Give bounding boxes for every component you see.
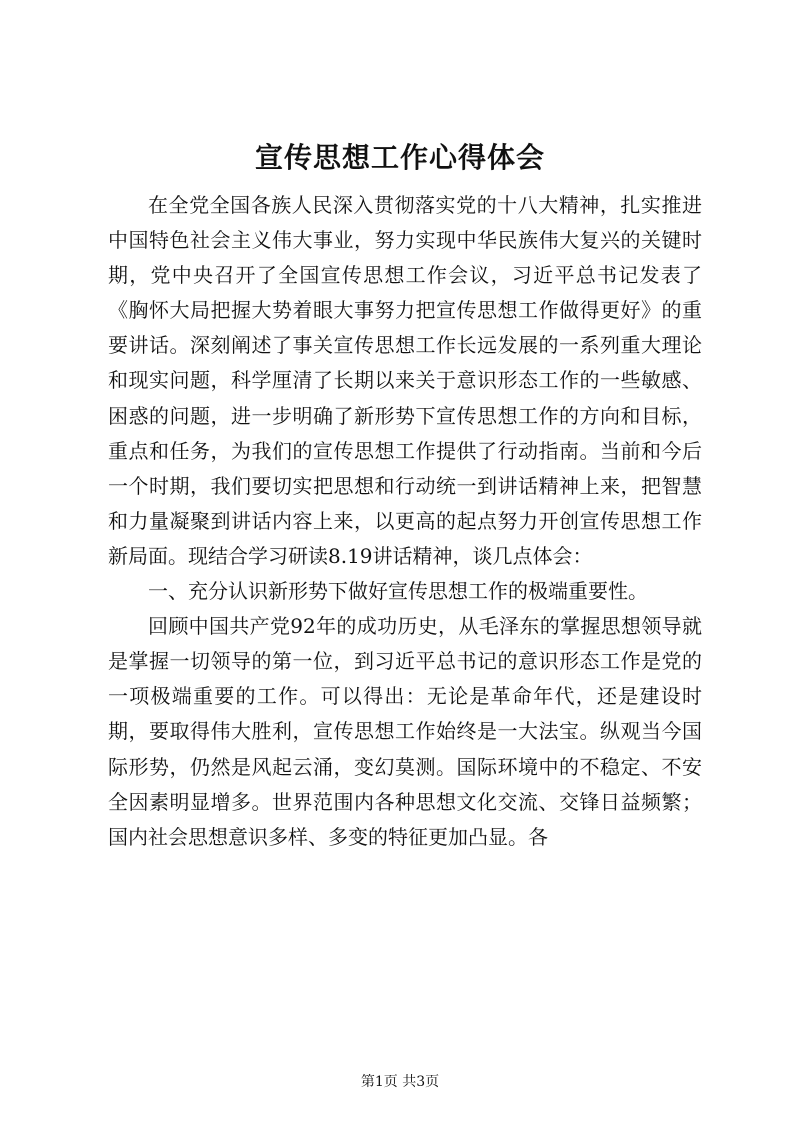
paragraph-history: 回顾中国共产党92年的成功历史，从毛泽东的掌握思想领导就是掌握一切领导的第一位，到习近平总书记的意识形态工作是党的一项极端重要的工作。可以得出：无论是革命年代，还是建设时期，要取得伟大胜利，宣传思想工作始终是一大法宝。纵观当今国际形势，仍然是风起云涌，变幻莫测。国际环境中的不稳定、不安全因素明显增多。世界范围内各种思想文化交流、交锋日益频繁；国内社会思想意识多样、多变的特征更加凸显。各 [108, 614, 702, 849]
page-footer: 第1页 共3页 [360, 1074, 440, 1090]
paragraph-intro: 在全党全国各族人民深入贯彻落实党的十八大精神，扎实推进中国特色社会主义伟大事业，努力实现中华民族伟大复兴的关键时期，党中央召开了全国宣传思想工作会议，习近平总书记发表了《胸怀大局把握大势着眼大事努力把宣传思想工作做得更好》的重要讲话。深刻阐述了事关宣传思想工作长远发展的一系列重大理论和现实问题，科学厘清了长期以来关于意识形态工作的一些敏感、困惑的问题，进一步明确了新形势下宣传思想工作的方向和目标，重点和任务，为我们的宣传思想工作提供了行动指南。当前和今后一个时期，我们要切实把思想和行动统一到讲话精神上来，把智慧和力量凝聚到讲话内容上来，以更高的起点努力开创宣传思想工作新局面。现结合学习研读8.19讲话精神，谈几点体会： [108, 193, 702, 568]
document-body [108, 188, 702, 855]
document-title: 宣传思想工作心得体会 [254, 141, 545, 174]
paragraph-heading-one: 一、充分认识新形势下做好宣传思想工作的极端重要性。 [148, 579, 648, 604]
